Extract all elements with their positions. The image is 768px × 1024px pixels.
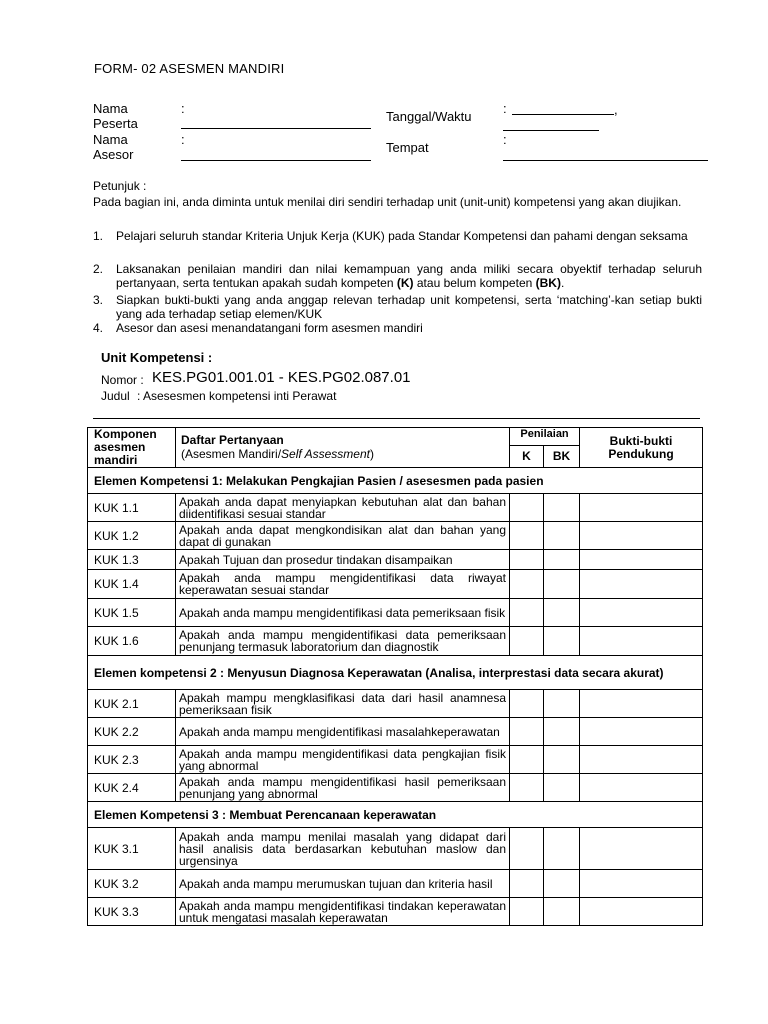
question-text: Apakah anda mampu mengidentifikasi data riwayat keperawatan sesuai standar (176, 570, 510, 599)
belum-kompeten-checkbox[interactable] (544, 627, 580, 656)
nama-asesor-label: Nama Asesor (93, 132, 134, 162)
question-text: Apakah anda dapat mengkondisikan alat dan bahan yang dapat di gunakan (176, 522, 510, 550)
header-daftar-title: Daftar Pertanyaan (181, 433, 284, 447)
bukti-cell[interactable] (580, 627, 703, 656)
nama-peserta-label: Nama Peserta (93, 101, 138, 131)
kuk-code: KUK 2.4 (88, 774, 176, 802)
header-daftar (176, 428, 510, 468)
bukti-cell[interactable] (580, 599, 703, 627)
bukti-cell[interactable] (580, 898, 703, 926)
instruction-text-part: Laksanakan penilaian mandiri dan nilai kemampuan yang anda miliki secara obyektif terhadap seluruh pertanyaan, serta tentukan apakah sudah kompeten (116, 262, 702, 290)
judul-label: Judul (101, 389, 130, 403)
header-daftar-sub-b: Self Assessment (281, 447, 370, 461)
question-text: Apakah anda mampu mengidentifikasi masalahkeperawatan (176, 718, 510, 746)
header-bukti: Bukti-bukti Pendukung (580, 428, 703, 468)
tempat-label: Tempat (386, 140, 429, 155)
tempat-field[interactable] (503, 160, 708, 161)
bukti-cell[interactable] (580, 870, 703, 898)
kompeten-checkbox[interactable] (510, 494, 544, 522)
question-text: Apakah anda mampu mengidentifikasi data pengkajian fisik yang abnormal (176, 746, 510, 774)
kuk-code: KUK 1.3 (88, 550, 176, 570)
instruction-text: Pelajari seluruh standar Kriteria Unjuk Kerja (KUK) pada Standar Kompetensi dan pahami dengan seksama (116, 229, 688, 243)
kuk-code: KUK 1.6 (88, 627, 176, 656)
question-text: Apakah anda dapat menyiapkan kebutuhan alat dan bahan diidentifikasi sesuai standar (176, 494, 510, 522)
kuk-code: KUK 3.1 (88, 828, 176, 870)
nomor-value: KES.PG01.001.01 - KES.PG02.087.01 (152, 369, 411, 386)
instruction-number: 2. (93, 262, 104, 276)
instruction-number: 4. (93, 321, 104, 335)
kuk-code: KUK 3.2 (88, 870, 176, 898)
header-daftar-sub-a: (Asesmen Mandiri/ (181, 447, 282, 461)
kompeten-checkbox[interactable] (510, 718, 544, 746)
divider (93, 418, 700, 419)
nama-peserta-field[interactable] (181, 128, 371, 129)
kompeten-checkbox[interactable] (510, 828, 544, 870)
judul-value: : Asesesmen kompetensi inti Perawat (137, 389, 337, 403)
kuk-code: KUK 1.1 (88, 494, 176, 522)
kompeten-checkbox[interactable] (510, 774, 544, 802)
belum-kompeten-checkbox[interactable] (544, 774, 580, 802)
element-title: Elemen Kompetensi 3 : Membuat Perencanaan keperawatan (88, 802, 703, 828)
nama-asesor-field[interactable] (181, 160, 371, 161)
form-title: FORM- 02 ASESMEN MANDIRI (94, 61, 285, 76)
bukti-cell[interactable] (580, 570, 703, 599)
bukti-cell[interactable] (580, 828, 703, 870)
question-text: Apakah anda mampu mengidentifikasi data pemeriksaan fisik (176, 599, 510, 627)
petunjuk-heading: Petunjuk : (93, 179, 147, 193)
kuk-code: KUK 1.4 (88, 570, 176, 599)
kompeten-checkbox[interactable] (510, 746, 544, 774)
tempat-colon: : (503, 132, 507, 147)
kompeten-checkbox[interactable] (510, 599, 544, 627)
kompeten-checkbox[interactable] (510, 898, 544, 926)
bukti-cell[interactable] (580, 494, 703, 522)
belum-kompeten-checkbox[interactable] (544, 570, 580, 599)
bukti-cell[interactable] (580, 718, 703, 746)
kompeten-checkbox[interactable] (510, 522, 544, 550)
unit-heading: Unit Kompetensi : (101, 350, 213, 365)
header-bk: BK (544, 446, 580, 468)
element-title: Elemen Kompetensi 1: Melakukan Pengkajian Pasien / asesesmen pada pasien (88, 468, 703, 494)
instruction-text: Siapkan bukti-bukti yang anda anggap relevan terhadap unit kompetensi, serta ‘matching’-kan setiap bukti yang ada terhadap setiap elemen/KUK (116, 293, 702, 321)
header-daftar-sub (181, 447, 506, 461)
belum-kompeten-checkbox[interactable] (544, 870, 580, 898)
tanggal-label: Tanggal/Waktu (386, 109, 472, 124)
kompeten-checkbox[interactable] (510, 627, 544, 656)
belum-kompeten-checkbox[interactable] (544, 522, 580, 550)
nomor-label: Nomor : (101, 373, 144, 387)
kompeten-checkbox[interactable] (510, 690, 544, 718)
instruction-text: Asesor dan asesi menandatangani form asesmen mandiri (116, 321, 423, 335)
bukti-cell[interactable] (580, 690, 703, 718)
kuk-code: KUK 3.3 (88, 898, 176, 926)
question-text: Apakah mampu mengklasifikasi data dari hasil anamnesa pemeriksaan fisik (176, 690, 510, 718)
question-text: Apakah anda mampu menilai masalah yang didapat dari hasil analisis data berdasarkan kebutuhan maslow dan urgensinya (176, 828, 510, 870)
kuk-code: KUK 2.3 (88, 746, 176, 774)
bukti-cell[interactable] (580, 550, 703, 570)
bukti-cell[interactable] (580, 774, 703, 802)
kompeten-checkbox[interactable] (510, 550, 544, 570)
tanggal-field[interactable] (512, 114, 614, 115)
tanggal-comma: , (614, 102, 618, 117)
waktu-field[interactable] (503, 130, 599, 131)
belum-kompeten-checkbox[interactable] (544, 898, 580, 926)
belum-kompeten-checkbox[interactable] (544, 494, 580, 522)
header-daftar-sub-c: ) (369, 447, 374, 461)
instruction-text (116, 262, 702, 290)
belum-kompeten-checkbox[interactable] (544, 828, 580, 870)
header-penilaian: Penilaian (510, 428, 580, 446)
question-text: Apakah anda mampu mengidentifikasi tindakan keperawatan untuk mengatasi masalah keperawatan (176, 898, 510, 926)
instruction-number: 1. (93, 229, 104, 243)
instruction-number: 3. (93, 293, 104, 307)
kuk-code: KUK 2.1 (88, 690, 176, 718)
kuk-code: KUK 1.2 (88, 522, 176, 550)
kompeten-checkbox[interactable] (510, 570, 544, 599)
question-text: Apakah anda mampu mengidentifikasi data pemeriksaan penunjang termasuk laboratorium dan diagnostik (176, 627, 510, 656)
nama-asesor-colon: : (181, 132, 185, 147)
tanggal-colon: : (503, 101, 507, 116)
assessment-table (87, 427, 703, 926)
bukti-cell[interactable] (580, 746, 703, 774)
kuk-code: KUK 1.5 (88, 599, 176, 627)
header-k: K (510, 446, 544, 468)
kuk-code: KUK 2.2 (88, 718, 176, 746)
belum-kompeten-checkbox[interactable] (544, 599, 580, 627)
question-text: Apakah Tujuan dan prosedur tindakan disampaikan (176, 550, 510, 570)
belum-kompeten-code: (BK) (535, 276, 561, 290)
petunjuk-intro: Pada bagian ini, anda diminta untuk menilai diri sendiri terhadap unit (unit-unit) kompetensi yang akan diujikan. (93, 195, 682, 209)
bukti-cell[interactable] (580, 522, 703, 550)
instruction-text-part: atau belum kompeten (413, 276, 536, 290)
question-text: Apakah anda mampu mengidentifikasi hasil pemeriksaan penunjang yang abnormal (176, 774, 510, 802)
instruction-text-part: . (560, 276, 565, 290)
kompeten-code: (K) (396, 276, 414, 290)
header-komponen: Komponen asesmen mandiri (88, 428, 176, 468)
belum-kompeten-checkbox[interactable] (544, 746, 580, 774)
belum-kompeten-checkbox[interactable] (544, 550, 580, 570)
nama-peserta-colon: : (181, 101, 185, 116)
belum-kompeten-checkbox[interactable] (544, 718, 580, 746)
element-title: Elemen kompetensi 2 : Menyusun Diagnosa Keperawatan (Analisa, interprestasi data secara akurat) (88, 656, 703, 690)
belum-kompeten-checkbox[interactable] (544, 690, 580, 718)
kompeten-checkbox[interactable] (510, 870, 544, 898)
question-text: Apakah anda mampu merumuskan tujuan dan kriteria hasil (176, 870, 510, 898)
